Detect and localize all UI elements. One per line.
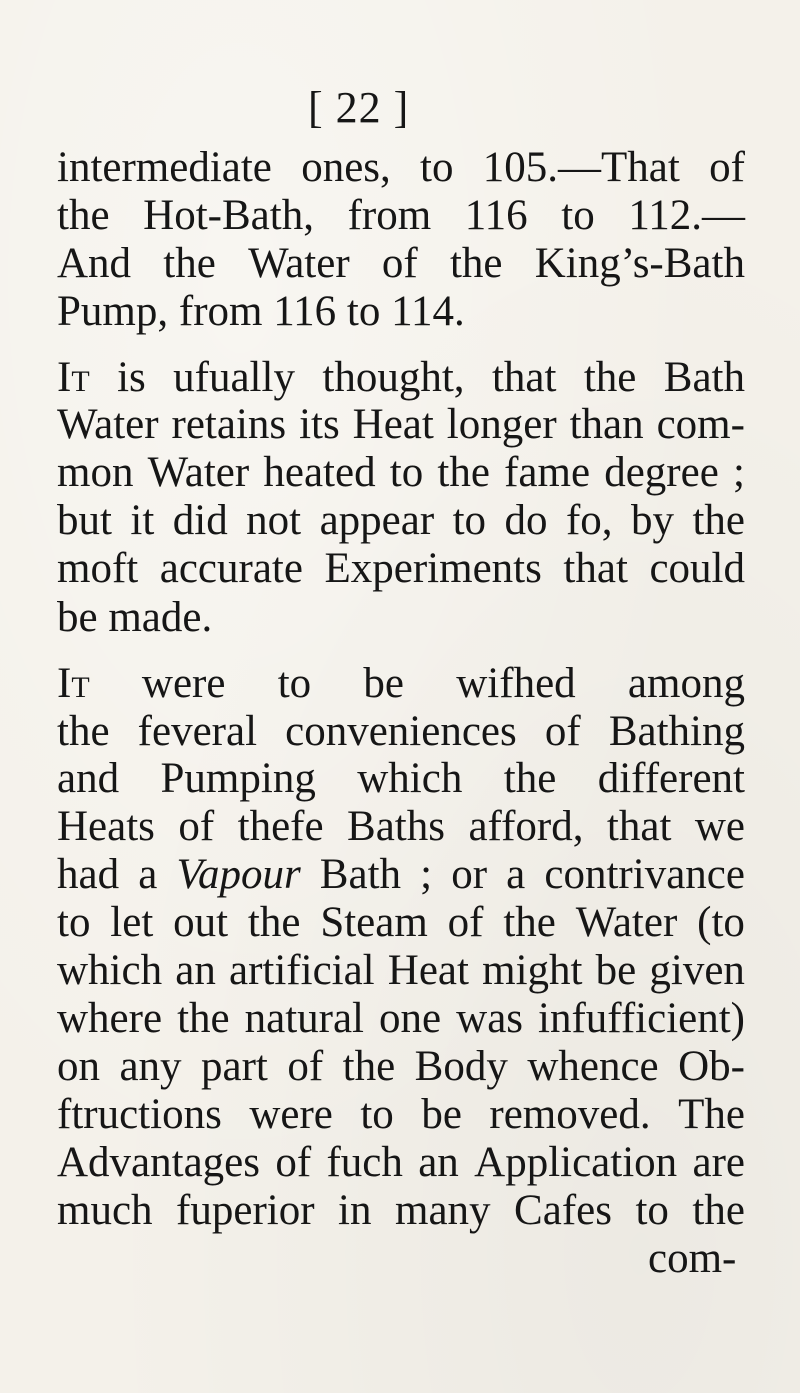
- text-line: intermediate ones, to 105.—That of: [57, 144, 745, 191]
- text-line: and Pumping which the different: [57, 755, 745, 802]
- text-line: moft accurate Experiments that could: [57, 545, 745, 592]
- text-line: And the Water of the King’s-Bath: [57, 240, 745, 287]
- text-line: which an artificial Heat might be given: [57, 947, 745, 994]
- text-line: the Hot-Bath, from 116 to 112.—: [57, 192, 745, 239]
- text-line: where the natural one was infufficient): [57, 995, 745, 1042]
- text-line: on any part of the Body whence Ob-: [57, 1043, 745, 1090]
- text-line: ftructions were to be removed. The: [57, 1091, 745, 1138]
- text-line: It is ufually thought, that the Bath: [57, 354, 745, 401]
- text-line: be made.: [57, 594, 213, 641]
- text-line: to let out the Steam of the Water (to: [57, 899, 745, 946]
- text-line: the feveral conveniences of Bathing: [57, 708, 745, 755]
- text-line: had a Vapour Bath ; or a contrivance: [57, 851, 745, 898]
- text-line: mon Water heated to the fame degree ;: [57, 449, 745, 496]
- page-number-header: [ 22 ]: [308, 83, 410, 132]
- text-line: Heats of thefe Baths afford, that we: [57, 803, 745, 850]
- text-line: Pump, from 116 to 114.: [57, 288, 465, 335]
- text-line: Advantages of fuch an Application are: [57, 1139, 745, 1186]
- catchword: com-: [648, 1235, 737, 1282]
- text-line: Water retains its Heat longer than com-: [57, 401, 745, 448]
- text-line: It were to be wifhed among: [57, 660, 745, 707]
- text-line: much fuperior in many Cafes to the: [57, 1187, 745, 1234]
- text-line: but it did not appear to do fo, by the: [57, 497, 745, 544]
